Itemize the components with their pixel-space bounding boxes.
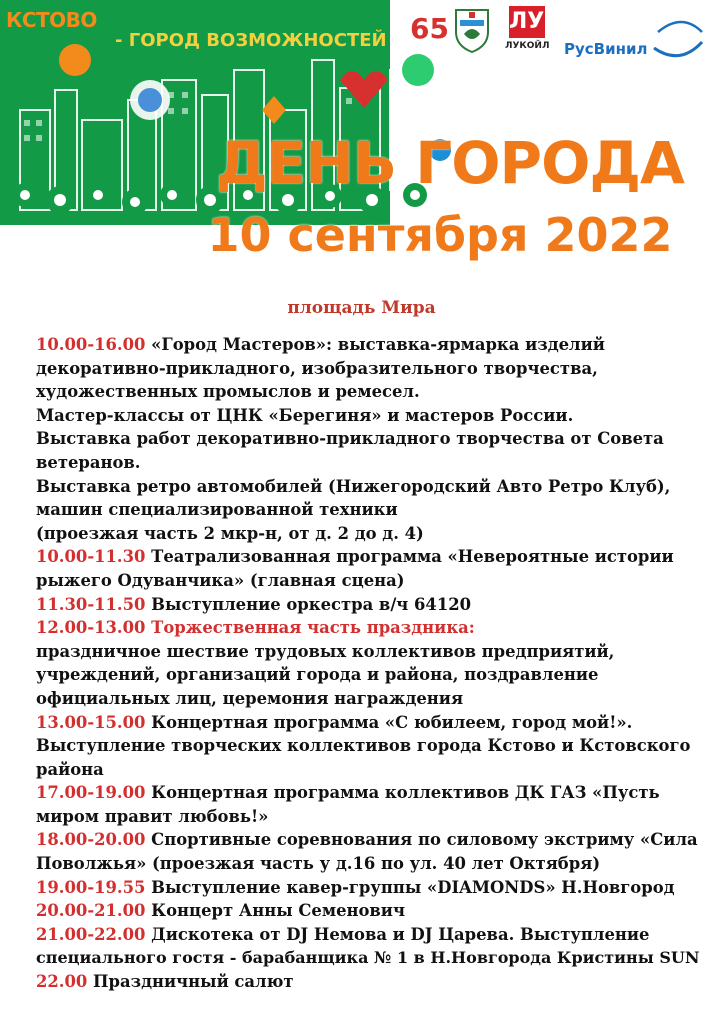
- schedule-item: [36, 876, 706, 900]
- anniversary-65-logo: 65: [410, 12, 449, 45]
- schedule-text: рыжего Одуванчика» (главная сцена): [36, 570, 405, 590]
- schedule-text: учреждений, организаций города и района, поздравление: [36, 665, 599, 685]
- schedule-text: Концертная программа «С юбилеем, город мой!».: [151, 712, 633, 732]
- schedule-text: Выставка работ декоративно-прикладного творчества от Совета: [36, 429, 664, 449]
- schedule-time: 11.30-11.50: [36, 594, 146, 614]
- rusvinil-label: РусВинил: [564, 40, 648, 58]
- schedule-time: 13.00-15.00: [36, 712, 146, 732]
- schedule-text: миром правит любовь!»: [36, 806, 269, 826]
- schedule-text: Выступление творческих коллективов города Кстово и Кстовского: [36, 736, 691, 756]
- schedule-text: района: [36, 759, 104, 779]
- rusvinil-logo: [560, 18, 710, 58]
- schedule-item: [36, 970, 706, 994]
- schedule-item: [36, 616, 706, 710]
- schedule-text: (проезжая часть 2 мкр-н, от д. 2 до д. 4): [36, 523, 424, 543]
- schedule-time: 18.00-20.00: [36, 830, 146, 850]
- schedule-list: [36, 333, 706, 994]
- schedule-text: Концертная программа коллективов ДК ГАЗ «Пусть: [151, 783, 660, 803]
- schedule-text: специального гостя - барабанщика № 1 в Н.Новгорода Кристины SUN: [36, 948, 700, 968]
- schedule-item: [36, 711, 706, 782]
- schedule-text: «Город Мастеров»: выставка-ярмарка изделий: [151, 335, 605, 354]
- schedule-item: [36, 899, 706, 923]
- schedule-item: [36, 593, 706, 617]
- lukoil-logo: [505, 6, 563, 56]
- schedule-time: 22.00: [36, 972, 88, 992]
- schedule-text: художественных промыслов и ремесел.: [36, 382, 420, 402]
- schedule-item: [36, 545, 706, 592]
- schedule-text: Спортивные соревнования по силовому экстриму «Сила: [151, 830, 698, 850]
- schedule-time: 21.00-22.00: [36, 924, 146, 944]
- rusvinil-swoosh-icon: [650, 18, 706, 58]
- venue-heading: площадь Мира: [287, 298, 436, 318]
- schedule-text: Выступление кавер-группы «DIAMONDS» Н.Новгород: [151, 877, 675, 897]
- event-title: ДЕНЬ ГОРОДА: [216, 129, 684, 197]
- brand-subtitle: - ГОРОД ВОЗМОЖНОСТЕЙ: [115, 30, 387, 51]
- schedule-text: Мастер-классы от ЦНК «Берегиня» и мастеров России.: [36, 405, 574, 425]
- schedule-text: машин специализированной техники: [36, 500, 398, 520]
- schedule-time: 19.00-19.55: [36, 877, 146, 897]
- schedule-text: Выставка ретро автомобилей (Нижегородский Авто Ретро Клуб),: [36, 476, 671, 496]
- brand-title: КСТОВО: [6, 8, 97, 32]
- schedule-text-highlight: Торжественная часть праздника:: [151, 618, 475, 638]
- event-date: 10 сентября 2022: [207, 208, 673, 262]
- schedule-text: Праздничный салют: [93, 972, 294, 992]
- schedule-text: Театрализованная программа «Невероятные истории: [151, 547, 674, 567]
- schedule-text: Выступление оркестра в/ч 64120: [151, 594, 472, 614]
- poster-header: [0, 0, 723, 290]
- schedule-text: официальных лиц, церемония награждения: [36, 688, 464, 708]
- schedule-item: [36, 828, 706, 875]
- schedule-text: декоративно-прикладного, изобразительного творчества,: [36, 358, 598, 378]
- schedule-text: ветеранов.: [36, 452, 141, 472]
- schedule-time: 10.00-16.00: [36, 335, 146, 354]
- schedule-text: Поволжья» (проезжая часть у д.16 по ул. 40 лет Октября): [36, 854, 601, 874]
- lukoil-mark: ЛУК: [509, 6, 545, 38]
- city-crest-icon: [452, 6, 492, 54]
- schedule-time: 20.00-21.00: [36, 901, 146, 921]
- schedule-time: 12.00-13.00: [36, 618, 146, 638]
- schedule-text: праздничное шествие трудовых коллективов предприятий,: [36, 641, 615, 661]
- schedule-time: 17.00-19.00: [36, 783, 146, 803]
- schedule-time: 10.00-11.30: [36, 547, 146, 567]
- lukoil-label: ЛУКОЙЛ: [505, 41, 550, 51]
- schedule-item: [36, 923, 706, 970]
- schedule-item: [36, 781, 706, 828]
- schedule-item: [36, 333, 706, 545]
- schedule-text: Дискотека от DJ Немова и DJ Царева. Выступление: [151, 924, 650, 944]
- schedule-text: Концерт Анны Семенович: [151, 901, 405, 921]
